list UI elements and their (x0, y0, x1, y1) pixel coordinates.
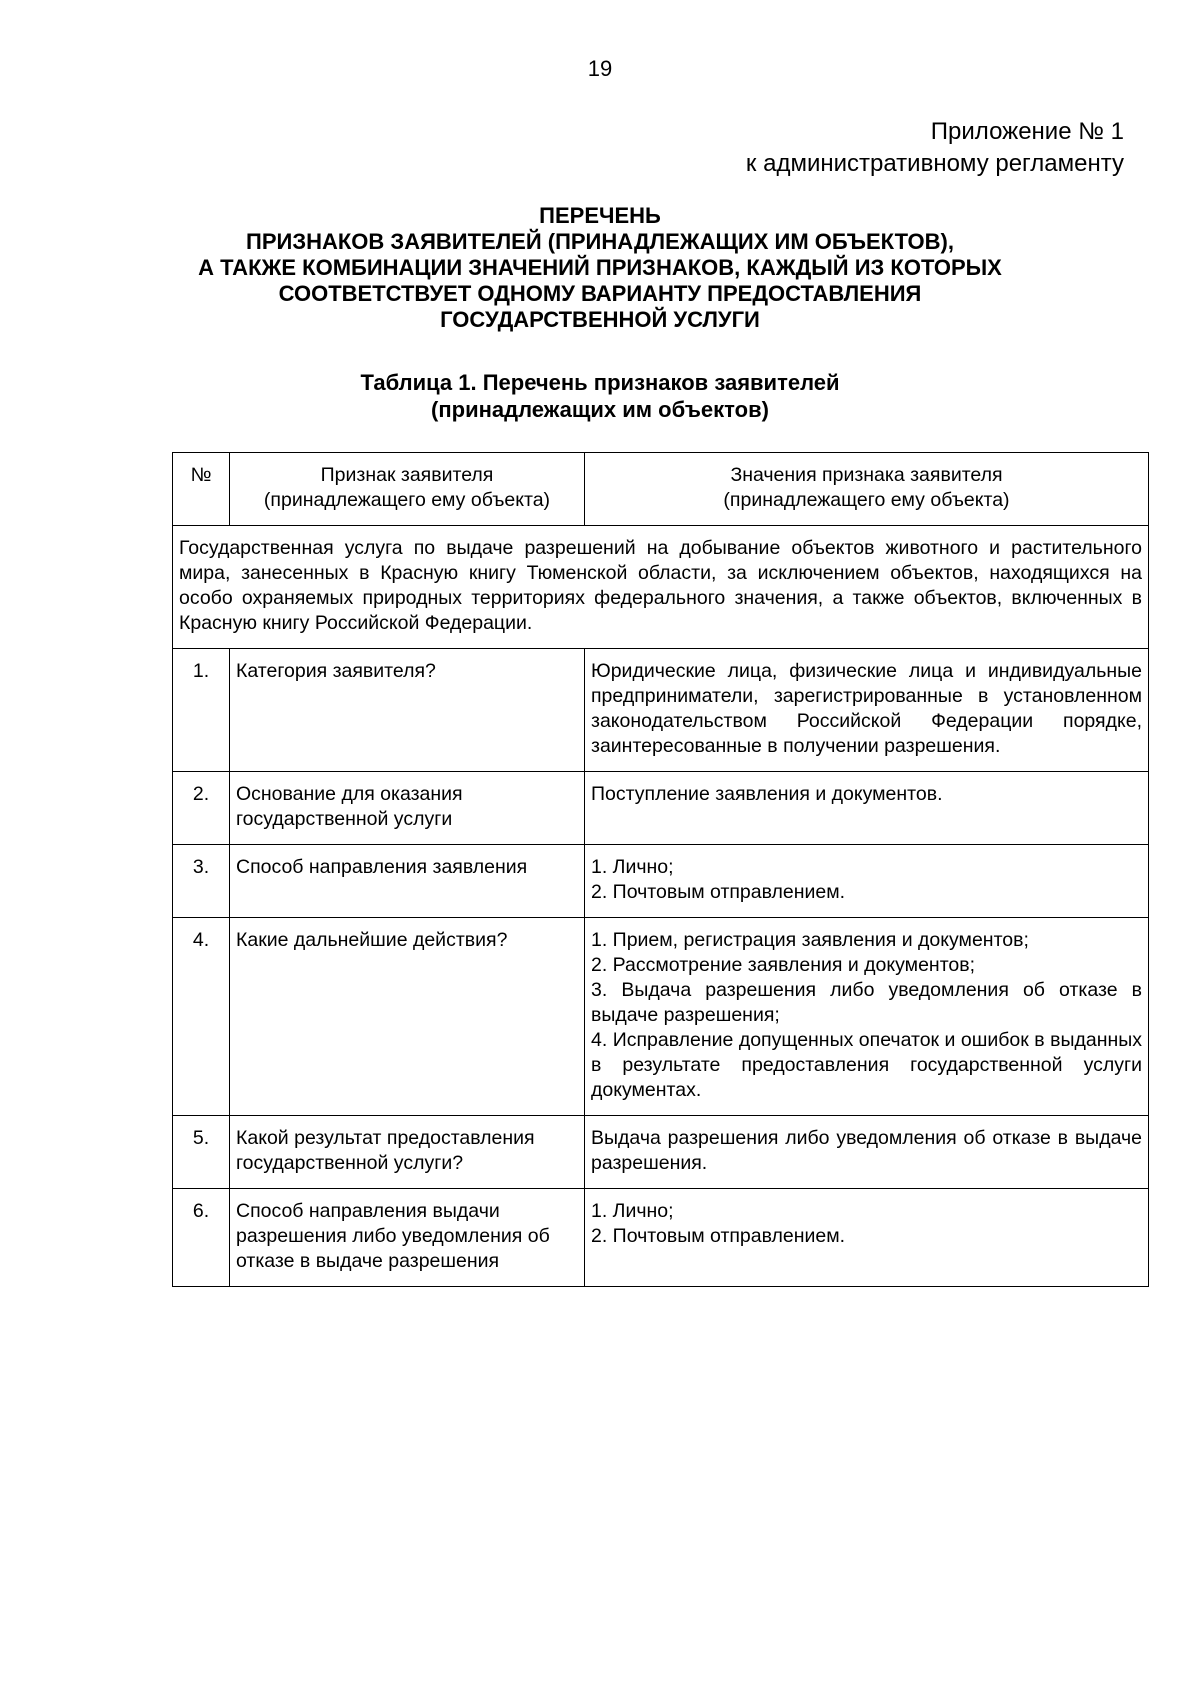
value-line: 2. Рассмотрение заявления и документов; (591, 954, 976, 976)
row-feature: Какие дальнейшие действия? (230, 918, 585, 1116)
value-line: 4. Исправление допущенных опечаток и ошибок в выданных в результате предоставления государственной услуги документах. (591, 1029, 1142, 1101)
value-line: Юридические лица, физические лица и индивидуальные предприниматели, зарегистрированные в установленном законодательством Российской Федерации порядке, заинтересованные в получении разрешения. (591, 660, 1142, 757)
value-line: 2. Почтовым отправлением. (591, 1225, 846, 1247)
table-title-line: Таблица 1. Перечень признаков заявителей (360, 370, 840, 395)
row-number: 6. (173, 1189, 230, 1287)
table-header-row (173, 453, 1149, 526)
table-row (173, 649, 1149, 772)
row-feature: Способ направления заявления (230, 845, 585, 918)
heading-line: ПЕРЕЧЕНЬ (539, 203, 661, 228)
header-feature-line: Признак заявителя (320, 464, 494, 486)
page-number: 19 (587, 56, 613, 81)
row-number: 2. (173, 772, 230, 845)
value-line: 1. Прием, регистрация заявления и документов; (591, 929, 1029, 951)
row-values (585, 1116, 1149, 1189)
row-number: 1. (173, 649, 230, 772)
header-values-line: Значения признака заявителя (730, 464, 1003, 486)
row-number: 4. (173, 918, 230, 1116)
value-line: Выдача разрешения либо уведомления об отказе в выдаче разрешения. (591, 1127, 1142, 1174)
table-row (173, 772, 1149, 845)
section-row (173, 526, 1149, 649)
header-values-line: (принадлежащего ему объекта) (723, 489, 1010, 511)
row-feature: Способ направления выдачи разрешения либо уведомления об отказе в выдаче разрешения (230, 1189, 585, 1287)
header-feature (230, 453, 585, 526)
value-line: 1. Лично; (591, 856, 674, 878)
row-values (585, 772, 1149, 845)
heading-line: ГОСУДАРСТВЕННОЙ УСЛУГИ (440, 307, 760, 332)
heading-line: ПРИЗНАКОВ ЗАЯВИТЕЛЕЙ (ПРИНАДЛЕЖАЩИХ ИМ ОБЪЕКТОВ), (246, 229, 954, 254)
header-values (585, 453, 1149, 526)
value-line: 2. Почтовым отправлением. (591, 881, 846, 903)
heading-line: СООТВЕТСТВУЕТ ОДНОМУ ВАРИАНТУ ПРЕДОСТАВЛЕНИЯ (278, 281, 922, 306)
appendix-line-2: к административному регламенту (745, 150, 1124, 177)
document-heading (0, 203, 1200, 333)
row-values (585, 649, 1149, 772)
row-values (585, 918, 1149, 1116)
row-values (585, 845, 1149, 918)
features-table (172, 452, 1149, 1287)
row-number: 5. (173, 1116, 230, 1189)
row-number: 3. (173, 845, 230, 918)
row-feature: Категория заявителя? (230, 649, 585, 772)
appendix-line-1: Приложение № 1 (930, 118, 1124, 145)
value-line: Поступление заявления и документов. (591, 783, 943, 805)
table-row (173, 1116, 1149, 1189)
table-title (0, 369, 1200, 423)
appendix-reference (746, 116, 1124, 180)
table-row (173, 1189, 1149, 1287)
row-feature: Какой результат предоставления государственной услуги? (230, 1116, 585, 1189)
row-values (585, 1189, 1149, 1287)
value-line: 3. Выдача разрешения либо уведомления об отказе в выдаче разрешения; (591, 979, 1142, 1026)
table-title-line: (принадлежащих им объектов) (431, 397, 769, 422)
header-feature-line: (принадлежащего ему объекта) (263, 489, 551, 511)
table-row (173, 918, 1149, 1116)
heading-line: А ТАКЖЕ КОМБИНАЦИИ ЗНАЧЕНИЙ ПРИЗНАКОВ, КАЖДЫЙ ИЗ КОТОРЫХ (198, 255, 1002, 280)
row-feature: Основание для оказания государственной услуги (230, 772, 585, 845)
value-line: 1. Лично; (591, 1200, 674, 1222)
header-num: № (173, 453, 230, 526)
section-text: Государственная услуга по выдаче разрешений на добывание объектов животного и растительного мира, занесенных в Красную книгу Тюменской области, за исключением объектов, находящихся на особо охраняемых природных территориях федерального значения, а также объектов, включенных в Красную книгу Российской Федерации. (173, 526, 1149, 649)
table-row (173, 845, 1149, 918)
